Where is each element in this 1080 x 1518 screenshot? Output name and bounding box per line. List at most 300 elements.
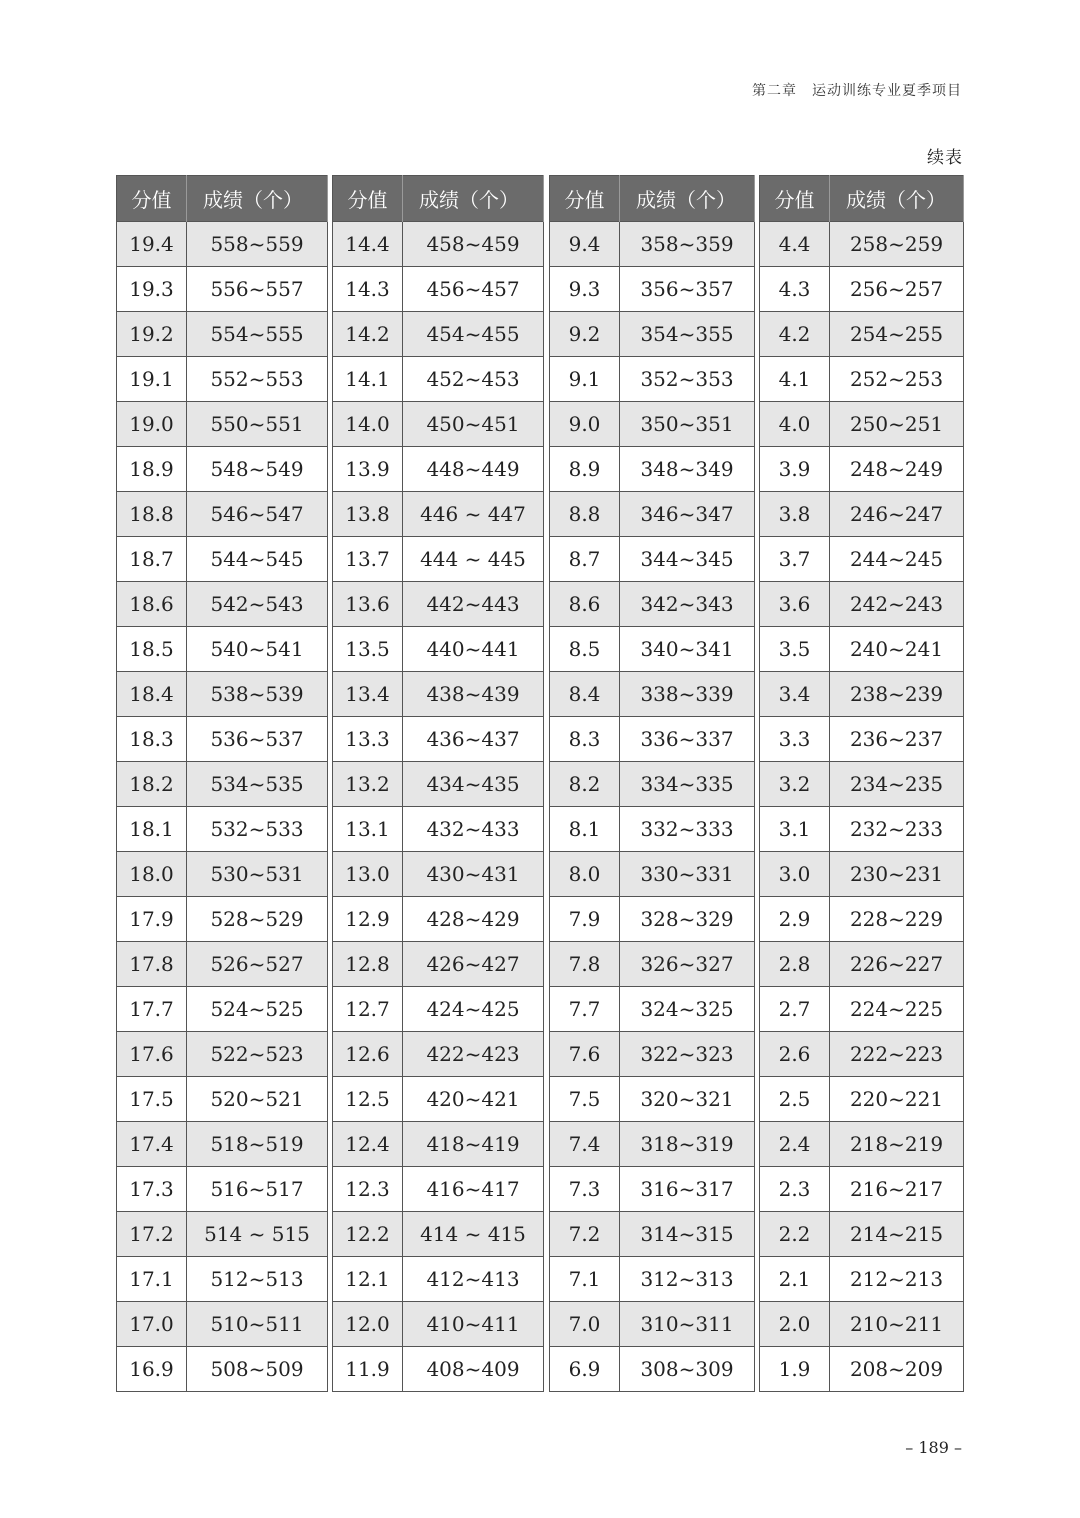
score-cell: 1.9 [760,1347,830,1392]
result-cell: 316~317 [620,1167,755,1212]
result-cell: 542~543 [187,582,328,627]
result-cell: 350~351 [620,402,755,447]
score-cell: 11.9 [333,1347,403,1392]
score-cell: 12.4 [333,1122,403,1167]
table-row [333,1257,544,1302]
table-row [760,672,964,717]
score-cell: 3.0 [760,852,830,897]
score-cell: 8.4 [550,672,620,717]
score-cell: 19.4 [117,222,187,267]
table-row [760,1302,964,1347]
table-row [760,582,964,627]
table-row [550,1257,755,1302]
table-row [333,1302,544,1347]
result-cell: 354~355 [620,312,755,357]
table-row [333,1077,544,1122]
result-cell: 444 ~ 445 [403,537,544,582]
table-row [333,1167,544,1212]
score-cell: 7.4 [550,1122,620,1167]
result-cell: 336~337 [620,717,755,762]
table-row [550,1032,755,1077]
result-cell: 522~523 [187,1032,328,1077]
result-column-header: 成绩（个） [830,176,964,222]
score-cell: 8.3 [550,717,620,762]
result-cell: 516~517 [187,1167,328,1212]
result-cell: 448~449 [403,447,544,492]
result-cell: 352~353 [620,357,755,402]
table-row [760,1212,964,1257]
result-cell: 314~315 [620,1212,755,1257]
table-row [333,222,544,267]
table-row [550,942,755,987]
result-cell: 344~345 [620,537,755,582]
table-row [550,807,755,852]
table-row [333,987,544,1032]
result-column-header: 成绩（个） [403,176,544,222]
score-column-header: 分值 [550,176,620,222]
table-row [117,1302,328,1347]
score-cell: 8.1 [550,807,620,852]
table-row [333,402,544,447]
table-row [760,1122,964,1167]
result-cell: 338~339 [620,672,755,717]
score-cell: 14.2 [333,312,403,357]
score-cell: 19.1 [117,357,187,402]
score-cell: 6.9 [550,1347,620,1392]
result-cell: 408~409 [403,1347,544,1392]
result-cell: 410~411 [403,1302,544,1347]
result-cell: 458~459 [403,222,544,267]
result-cell: 544~545 [187,537,328,582]
score-cell: 17.7 [117,987,187,1032]
result-cell: 430~431 [403,852,544,897]
score-cell: 14.0 [333,402,403,447]
table-row [760,717,964,762]
table-row [550,762,755,807]
table-row [550,627,755,672]
score-cell: 17.6 [117,1032,187,1077]
score-cell: 12.0 [333,1302,403,1347]
score-cell: 3.8 [760,492,830,537]
score-cell: 2.2 [760,1212,830,1257]
table-row [760,852,964,897]
table-row [117,1212,328,1257]
score-cell: 7.8 [550,942,620,987]
table-row [117,357,328,402]
result-cell: 232~233 [830,807,964,852]
score-cell: 2.3 [760,1167,830,1212]
score-cell: 3.2 [760,762,830,807]
table-row [550,897,755,942]
result-cell: 454~455 [403,312,544,357]
score-cell: 2.6 [760,1032,830,1077]
result-cell: 254~255 [830,312,964,357]
result-cell: 332~333 [620,807,755,852]
table-row [333,492,544,537]
result-cell: 422~423 [403,1032,544,1077]
score-cell: 12.2 [333,1212,403,1257]
result-cell: 222~223 [830,1032,964,1077]
table-row [333,267,544,312]
score-cell: 3.1 [760,807,830,852]
result-cell: 452~453 [403,357,544,402]
score-cell: 17.9 [117,897,187,942]
table-row [760,267,964,312]
table-row [117,1032,328,1077]
result-cell: 438~439 [403,672,544,717]
score-column-header: 分值 [117,176,187,222]
score-cell: 12.1 [333,1257,403,1302]
table-row [550,402,755,447]
score-cell: 7.1 [550,1257,620,1302]
score-cell: 4.3 [760,267,830,312]
table-row [333,1122,544,1167]
table-row [117,267,328,312]
result-cell: 312~313 [620,1257,755,1302]
table-row [117,492,328,537]
running-head: 第二章 运动训练专业夏季项目 [752,83,962,99]
result-cell: 244~245 [830,537,964,582]
score-cell: 3.7 [760,537,830,582]
result-cell: 230~231 [830,852,964,897]
score-cell: 3.4 [760,672,830,717]
result-cell: 436~437 [403,717,544,762]
table-row [117,582,328,627]
table-row [550,717,755,762]
table-row [550,1167,755,1212]
table-row [333,807,544,852]
result-cell: 520~521 [187,1077,328,1122]
result-cell: 530~531 [187,852,328,897]
table-row [333,672,544,717]
score-cell: 17.8 [117,942,187,987]
table-row [550,267,755,312]
score-cell: 9.4 [550,222,620,267]
result-cell: 240~241 [830,627,964,672]
result-cell: 524~525 [187,987,328,1032]
score-cell: 9.2 [550,312,620,357]
score-cell: 18.1 [117,807,187,852]
table-row [117,312,328,357]
table-row [760,987,964,1032]
table-row [760,492,964,537]
result-cell: 326~327 [620,942,755,987]
result-cell: 556~557 [187,267,328,312]
table-row [117,717,328,762]
score-cell: 8.6 [550,582,620,627]
page-number: – 189 – [905,1438,962,1457]
table-row [550,852,755,897]
result-cell: 210~211 [830,1302,964,1347]
result-cell: 512~513 [187,1257,328,1302]
result-cell: 318~319 [620,1122,755,1167]
result-cell: 328~329 [620,897,755,942]
table-row [760,897,964,942]
score-cell: 4.0 [760,402,830,447]
table-row [760,1167,964,1212]
score-cell: 2.7 [760,987,830,1032]
table-row [760,312,964,357]
score-cell: 13.4 [333,672,403,717]
table-body [760,222,964,1392]
score-cell: 9.1 [550,357,620,402]
result-cell: 538~539 [187,672,328,717]
result-cell: 208~209 [830,1347,964,1392]
score-cell: 14.3 [333,267,403,312]
result-cell: 518~519 [187,1122,328,1167]
table-row [333,897,544,942]
score-table-4 [759,175,964,1392]
score-cell: 18.5 [117,627,187,672]
score-cell: 17.5 [117,1077,187,1122]
table-row [117,807,328,852]
result-cell: 428~429 [403,897,544,942]
result-cell: 330~331 [620,852,755,897]
result-cell: 320~321 [620,1077,755,1122]
score-cell: 12.5 [333,1077,403,1122]
table-row [760,537,964,582]
result-cell: 450~451 [403,402,544,447]
table-row [550,492,755,537]
table-row [550,1212,755,1257]
score-cell: 4.4 [760,222,830,267]
score-cell: 3.5 [760,627,830,672]
result-cell: 540~541 [187,627,328,672]
result-cell: 434~435 [403,762,544,807]
score-cell: 13.1 [333,807,403,852]
score-cell: 8.2 [550,762,620,807]
score-cell: 16.9 [117,1347,187,1392]
table-row [550,312,755,357]
result-cell: 534~535 [187,762,328,807]
result-cell: 324~325 [620,987,755,1032]
score-cell: 4.2 [760,312,830,357]
table-row [760,1347,964,1392]
result-column-header: 成绩（个） [620,176,755,222]
score-cell: 19.0 [117,402,187,447]
score-cell: 7.6 [550,1032,620,1077]
result-cell: 456~457 [403,267,544,312]
result-cell: 340~341 [620,627,755,672]
score-cell: 9.3 [550,267,620,312]
table-row [333,582,544,627]
score-cell: 12.7 [333,987,403,1032]
score-column-header: 分值 [760,176,830,222]
score-cell: 2.8 [760,942,830,987]
result-cell: 416~417 [403,1167,544,1212]
result-cell: 322~323 [620,1032,755,1077]
table-row [117,1122,328,1167]
score-cell: 18.3 [117,717,187,762]
table-row [117,537,328,582]
result-cell: 526~527 [187,942,328,987]
score-cell: 13.0 [333,852,403,897]
table-row [333,537,544,582]
score-cell: 8.7 [550,537,620,582]
table-body [550,222,755,1392]
table-row [550,357,755,402]
result-cell: 536~537 [187,717,328,762]
table-row [760,447,964,492]
table-row [760,1257,964,1302]
score-cell: 18.0 [117,852,187,897]
score-cell: 14.1 [333,357,403,402]
result-cell: 310~311 [620,1302,755,1347]
result-cell: 242~243 [830,582,964,627]
score-table-2 [332,175,544,1392]
table-row [117,627,328,672]
result-cell: 356~357 [620,267,755,312]
score-cell: 2.1 [760,1257,830,1302]
table-row [117,672,328,717]
result-cell: 214~215 [830,1212,964,1257]
result-cell: 236~237 [830,717,964,762]
score-cell: 3.3 [760,717,830,762]
table-row [117,1257,328,1302]
score-cell: 2.5 [760,1077,830,1122]
table-row [117,222,328,267]
result-cell: 238~239 [830,672,964,717]
result-cell: 558~559 [187,222,328,267]
table-row [550,1077,755,1122]
score-cell: 18.9 [117,447,187,492]
table-row [760,402,964,447]
continued-label: 续表 [927,148,963,168]
score-cell: 19.2 [117,312,187,357]
table-row [117,852,328,897]
score-cell: 12.8 [333,942,403,987]
result-cell: 226~227 [830,942,964,987]
result-cell: 250~251 [830,402,964,447]
score-cell: 12.3 [333,1167,403,1212]
result-cell: 342~343 [620,582,755,627]
result-cell: 532~533 [187,807,328,852]
result-cell: 228~229 [830,897,964,942]
result-cell: 420~421 [403,1077,544,1122]
score-cell: 3.6 [760,582,830,627]
result-cell: 346~347 [620,492,755,537]
result-cell: 554~555 [187,312,328,357]
result-cell: 546~547 [187,492,328,537]
score-cell: 13.3 [333,717,403,762]
score-cell: 2.9 [760,897,830,942]
score-cell: 7.2 [550,1212,620,1257]
score-cell: 12.6 [333,1032,403,1077]
score-cell: 12.9 [333,897,403,942]
table-row [550,537,755,582]
result-cell: 446 ~ 447 [403,492,544,537]
table-row [117,447,328,492]
result-cell: 334~335 [620,762,755,807]
table-row [760,357,964,402]
table-row [760,1077,964,1122]
result-cell: 246~247 [830,492,964,537]
score-cell: 13.9 [333,447,403,492]
score-cell: 7.5 [550,1077,620,1122]
table-row [760,627,964,672]
table-row [333,1212,544,1257]
result-cell: 252~253 [830,357,964,402]
result-cell: 550~551 [187,402,328,447]
table-row [333,762,544,807]
table-row [550,222,755,267]
score-cell: 17.2 [117,1212,187,1257]
score-cell: 13.7 [333,537,403,582]
table-row [760,762,964,807]
table-row [333,852,544,897]
result-cell: 552~553 [187,357,328,402]
result-cell: 234~235 [830,762,964,807]
table-row [333,717,544,762]
score-cell: 7.9 [550,897,620,942]
score-table-3 [549,175,755,1392]
table-body [117,222,328,1392]
score-cell: 18.8 [117,492,187,537]
score-cell: 18.6 [117,582,187,627]
table-row [117,1347,328,1392]
score-cell: 2.0 [760,1302,830,1347]
table-row [550,582,755,627]
score-cell: 3.9 [760,447,830,492]
table-row [760,807,964,852]
table-row [550,672,755,717]
table-row [550,1302,755,1347]
score-cell: 18.4 [117,672,187,717]
result-cell: 412~413 [403,1257,544,1302]
result-cell: 224~225 [830,987,964,1032]
table-row [760,942,964,987]
score-column-header: 分值 [333,176,403,222]
score-cell: 19.3 [117,267,187,312]
score-cell: 18.2 [117,762,187,807]
score-cell: 8.5 [550,627,620,672]
result-cell: 432~433 [403,807,544,852]
table-body [333,222,544,1392]
table-row [117,1167,328,1212]
score-cell: 2.4 [760,1122,830,1167]
table-row [550,987,755,1032]
score-cell: 13.5 [333,627,403,672]
table-row [117,1077,328,1122]
table-row [117,762,328,807]
score-cell: 8.8 [550,492,620,537]
result-cell: 508~509 [187,1347,328,1392]
table-row [117,897,328,942]
result-cell: 358~359 [620,222,755,267]
result-cell: 212~213 [830,1257,964,1302]
score-cell: 8.9 [550,447,620,492]
table-row [333,447,544,492]
table-row [117,402,328,447]
score-table-1 [116,175,328,1392]
table-row [333,1032,544,1077]
table-row [760,222,964,267]
table-row [550,447,755,492]
score-cell: 13.6 [333,582,403,627]
score-cell: 17.3 [117,1167,187,1212]
result-cell: 528~529 [187,897,328,942]
table-row [333,1347,544,1392]
result-cell: 256~257 [830,267,964,312]
result-column-header: 成绩（个） [187,176,328,222]
result-cell: 440~441 [403,627,544,672]
result-cell: 514 ~ 515 [187,1212,328,1257]
result-cell: 548~549 [187,447,328,492]
table-row [760,1032,964,1077]
score-cell: 9.0 [550,402,620,447]
table-row [117,987,328,1032]
table-row [333,357,544,402]
